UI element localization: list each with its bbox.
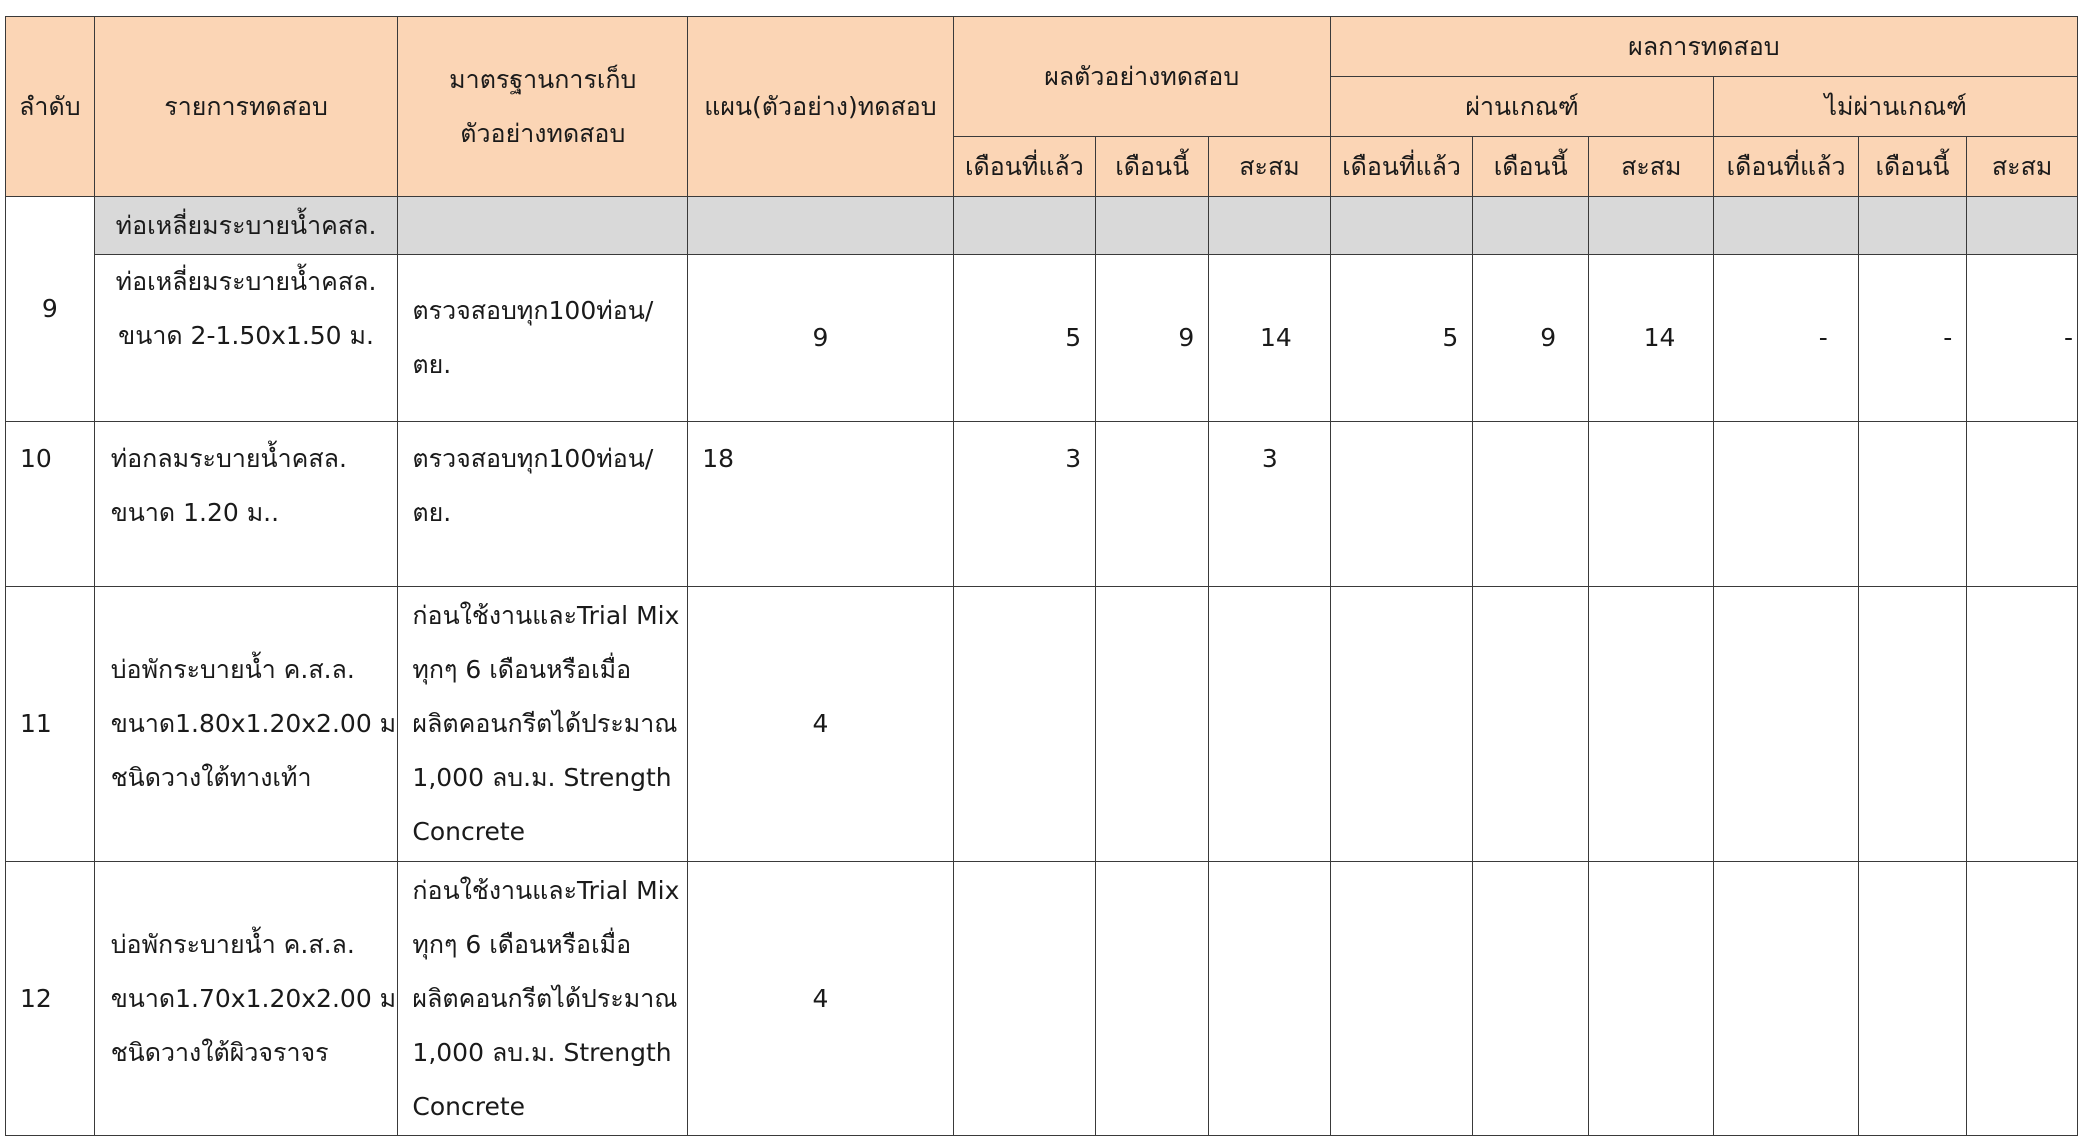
item-line: ขนาด1.80x1.20x2.00 ม: [110, 709, 397, 738]
samples-cum: [1209, 587, 1331, 862]
header-samples-this: เดือนนี้: [1096, 137, 1209, 197]
row-category: ท่อเหลี่ยมระบายน้ำคสล.: [94, 197, 398, 255]
standard-line: Concrete: [412, 817, 526, 846]
fail-cum: [1967, 862, 2078, 1136]
header-pass-cum: สะสม: [1589, 137, 1714, 197]
fail-this: [1858, 587, 1967, 862]
header-standard: มาตรฐานการเก็บตัวอย่างทดสอบ: [398, 17, 688, 197]
pass-this: [1473, 862, 1589, 1136]
header-no: ลำดับ: [6, 17, 95, 197]
header-results: ผลการทดสอบ: [1330, 17, 2077, 77]
pass-cum: [1589, 422, 1714, 587]
standard-line: ทุกๆ 6 เดือนหรือเมื่อ: [412, 929, 632, 959]
header-fail: ไม่ผ่านเกณฑ์: [1714, 77, 2078, 137]
header-fail-prev: เดือนที่แล้ว: [1714, 137, 1858, 197]
row-standard: [398, 255, 688, 422]
item-line: ท่อเหลี่ยมระบายน้ำคสล.: [115, 267, 377, 296]
pass-cum: [1589, 862, 1714, 1136]
samples-this: [1096, 422, 1209, 587]
samples-this: [1096, 862, 1209, 1136]
row-standard: [398, 862, 688, 1136]
pass-prev: [1330, 587, 1473, 862]
fail-cum: [1967, 422, 2078, 587]
standard-line: ก่อนใช้งานและTrial Mix: [412, 875, 680, 905]
header-plan: แผน(ตัวอย่าง)ทดสอบ: [688, 17, 953, 197]
row-plan: 18: [688, 422, 953, 587]
row-plan: 4: [688, 587, 953, 862]
fail-this: [1858, 862, 1967, 1136]
header-samples-prev: เดือนที่แล้ว: [953, 137, 1096, 197]
item-line: ขนาด 1.20 ม..: [110, 498, 280, 527]
pass-cum: 14: [1589, 255, 1714, 422]
fail-this: [1858, 422, 1967, 587]
standard-line: ผลิตคอนกรีตได้ประมาณ: [412, 983, 678, 1013]
fail-prev: [1714, 862, 1858, 1136]
row-no: 10: [6, 422, 95, 587]
table-row: [6, 197, 2078, 255]
standard-line: ผลิตคอนกรีตได้ประมาณ: [412, 709, 678, 738]
item-line: ขนาด1.70x1.20x2.00 ม: [110, 983, 397, 1013]
samples-prev: [953, 587, 1096, 862]
samples-cum: 14: [1209, 255, 1331, 422]
header-item: รายการทดสอบ: [94, 17, 398, 197]
standard-line: ก่อนใช้งานและTrial Mix: [412, 601, 680, 630]
pass-this: [1473, 422, 1589, 587]
table-row: [6, 422, 2078, 587]
header-pass-prev: เดือนที่แล้ว: [1330, 137, 1473, 197]
fail-cum: [1967, 587, 2078, 862]
pass-this: 9: [1473, 255, 1589, 422]
pass-prev: [1330, 422, 1473, 587]
item-line: บ่อพักระบายน้ำ ค.ส.ล.: [110, 929, 355, 959]
standard-line: Concrete: [412, 1091, 526, 1121]
standard-line: ตรวจสอบทุก100ท่อน/: [412, 444, 654, 473]
item-line: ขนาด 2-1.50x1.50 ม.: [118, 321, 374, 350]
fail-prev: [1714, 422, 1858, 587]
item-line: ชนิดวางใต้ทางเท้า: [110, 763, 312, 792]
pass-cum: [1589, 587, 1714, 862]
item-line: บ่อพักระบายน้ำ ค.ส.ล.: [110, 655, 355, 684]
standard-line: 1,000 ลบ.ม. Strength: [412, 1037, 672, 1067]
pass-prev: [1330, 862, 1473, 1136]
row-no: 9: [6, 197, 95, 422]
fail-this: -: [1858, 255, 1967, 422]
fail-cum: -: [1967, 255, 2078, 422]
table-row: [6, 587, 2078, 862]
standard-line: ทุกๆ 6 เดือนหรือเมื่อ: [412, 655, 632, 684]
pass-this: [1473, 587, 1589, 862]
samples-this: [1096, 587, 1209, 862]
row-plan: 9: [688, 255, 953, 422]
header-pass: ผ่านเกณฑ์: [1330, 77, 1714, 137]
samples-prev: 5: [953, 255, 1096, 422]
row-item: [94, 255, 398, 422]
samples-cum: [1209, 862, 1331, 1136]
header-samples-cum: สะสม: [1209, 137, 1331, 197]
fail-prev: -: [1714, 255, 1858, 422]
samples-prev: 3: [953, 422, 1096, 587]
row-standard: [398, 422, 688, 587]
samples-this: 9: [1096, 255, 1209, 422]
header-fail-this: เดือนนี้: [1858, 137, 1967, 197]
fail-prev: [1714, 587, 1858, 862]
table-row: [6, 255, 2078, 422]
row-no: 11: [6, 587, 95, 862]
row-plan: 4: [688, 862, 953, 1136]
test-results-table: [5, 16, 2078, 1136]
header-pass-this: เดือนนี้: [1473, 137, 1589, 197]
item-line: ท่อกลมระบายน้ำคสล.: [110, 444, 347, 473]
standard-line: ตรวจสอบทุก100ท่อน/ตย.: [412, 296, 654, 379]
row-standard: [398, 587, 688, 862]
samples-prev: [953, 862, 1096, 1136]
samples-cum: 3: [1209, 422, 1331, 587]
header-fail-cum: สะสม: [1967, 137, 2078, 197]
header-samples: ผลตัวอย่างทดสอบ: [953, 17, 1330, 137]
item-line: ชนิดวางใต้ผิวจราจร: [110, 1037, 329, 1067]
row-no: 12: [6, 862, 95, 1136]
standard-line: ตย.: [412, 498, 452, 527]
row-item: [94, 422, 398, 587]
standard-line: 1,000 ลบ.ม. Strength: [412, 763, 672, 792]
row-item: [94, 862, 398, 1136]
row-item: [94, 587, 398, 862]
pass-prev: 5: [1330, 255, 1473, 422]
table-row: [6, 862, 2078, 1136]
